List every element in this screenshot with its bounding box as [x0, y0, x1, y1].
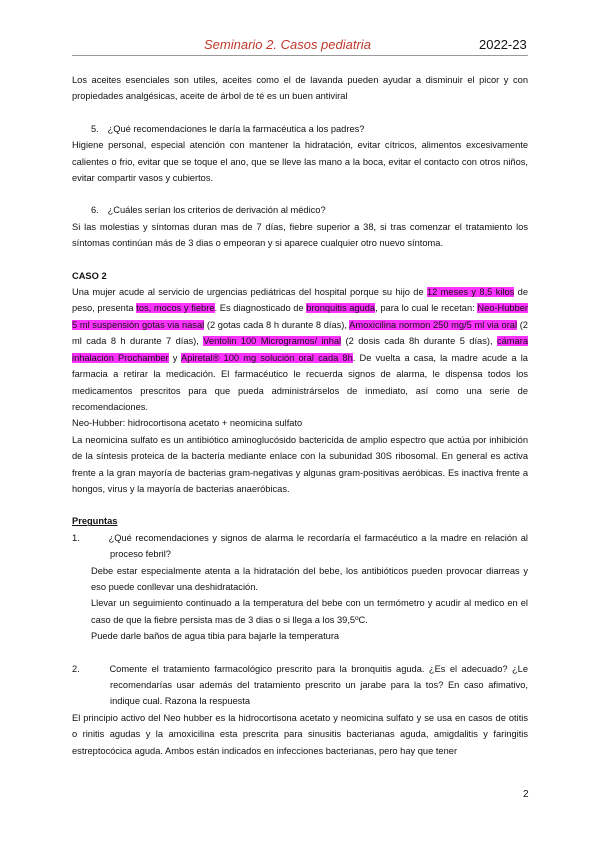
- highlight-age-weight: 12 meses y 8,5 kilos: [426, 287, 515, 298]
- page-number: 2: [523, 789, 529, 800]
- caso2-text-3: . Es diagnosticado de: [214, 303, 307, 314]
- caso2-paragraph: [72, 284, 528, 415]
- caso2-text-2: de peso, presenta: [72, 287, 528, 314]
- question-6-number: 6.: [91, 205, 99, 216]
- highlight-apiretal: Apiretal® 100 mg solución oral cada 8h: [181, 352, 353, 363]
- neomicina-description: La neomicina sulfato es un antibiótico aminoglucósido bactericida de amplio espectro que actúa por inhibición de la síntesis proteica de la bacteria mediante enlace con la subunidad 30S ribosomal. En general es activa frente a la gran mayoría de bacterias gram-negativas y algunas gram-positivas aeróbicas. Es inactiva frente a hongos, virus y la mayoría de bacterias anaeróbicas.: [72, 434, 528, 494]
- caso2-text-5: (2 gotas cada 8 h durante 8 días),: [204, 319, 350, 330]
- highlight-diagnosis: bronquitis aguda: [306, 303, 376, 314]
- caso2-text-8: y: [168, 352, 182, 363]
- header-year: 2022-23: [479, 37, 527, 52]
- pregunta-2: [72, 661, 528, 710]
- question-5: [72, 121, 528, 137]
- question-6-answer: Si las molestias y síntomas duran mas de 7 días, fiebre superior a 38, si tras comenzar el tratamiento los síntomas continúan más de 3 dias o empeoran y si aparece cualquier otro nuevo síntoma.: [72, 221, 528, 249]
- question-5-answer: Higiene personal, especial atención con mantener la hidratación, evitar cítricos, alimentos excesivamente calientes o frio, evitar que se toque el ano, que se lleve las mano a la boca, evitar el contacto con otros niños, evitar compartir vasos y cubiertos.: [72, 140, 528, 184]
- question-6-text: ¿Cuáles serían los criterios de derivación al médico?: [107, 205, 326, 216]
- highlight-amoxicilina: Amoxicilina normon 250 mg/5 ml via oral: [349, 319, 518, 330]
- caso2-text-4: , para lo cual le recetan:: [375, 303, 478, 314]
- pregunta-1-text: ¿Qué recomendaciones y signos de alarma le recordaría el farmacéutico a la madre en relación al proceso febril?: [108, 532, 528, 560]
- preguntas-heading: Preguntas: [72, 516, 118, 527]
- pregunta-2-answer-1: El principio activo del Neo hubber es la hidrocortisona acetato y neomicina sulfato y se usa en casos de otitis o rinitis agudas y la amoxicilina esta prescrita para sinusitis bacterianas aguda, amigdalitis y faringitis estreptocócica aguda. Ambos están indicados en infecciones bacterianas, pero hay que tener: [72, 712, 528, 756]
- caso2-heading: CASO 2: [72, 270, 107, 281]
- page-header: [0, 37, 600, 57]
- pregunta-2-text: Comente el tratamiento farmacológico prescrito para la bronquitis aguda. ¿Es el adecuado? ¿Le recomendarías usar además del tratamiento prescrito un jarabe para la tos? En caso afimativo, indique cual. Razona la respuesta: [109, 663, 528, 707]
- header-divider: [72, 55, 528, 56]
- pregunta-1: [72, 530, 528, 563]
- question-6: [72, 202, 528, 218]
- pregunta-1-number: 1.: [72, 532, 80, 543]
- question-5-number: 5.: [91, 123, 99, 134]
- pregunta-2-number: 2.: [72, 663, 80, 674]
- caso2-text-7: (2 dosis cada 8h durante 5 días),: [341, 336, 497, 347]
- caso2-text-6: (2 ml cada 8 h durante 7 días),: [72, 319, 528, 347]
- question-5-text: ¿Qué recomendaciones le daría la farmacéutica a los padres?: [107, 123, 365, 134]
- highlight-neo-hubber: Neo-Hubber 5 ml suspensión gotas via nasal: [72, 303, 529, 330]
- caso2-text-9: . De vuelta a casa, la madre acude a la farmacia a retirar la medicación. El farmacéutico le recuerda signos de alarma, le dispensa todos los medicamentos prescritos para que pueda administrárselos de inmediato, así como una serie de recomendaciones.: [72, 352, 528, 412]
- header-title: Seminario 2. Casos pediatria: [204, 37, 371, 52]
- pregunta-1-answer-2: Llevar un seguimiento continuado a la temperatura del bebe con un termómetro y acudir al medico en el caso de que la fiebre persista mas de 3 dias o si llega a los 39,5ºC.: [91, 598, 528, 625]
- neo-hubber-composition: Neo-Hubber: hidrocortisona acetato + neomicina sulfato: [72, 418, 303, 429]
- highlight-ventolin: Ventolin 100 Microgramos/ inhal: [203, 336, 342, 347]
- highlight-symptoms: tos, mocos y fiebre: [136, 303, 215, 314]
- intro-paragraph: Los aceites esenciales son utiles, aceites como el de lavanda pueden ayudar a disminuir el picor y con propiedades analgésicas, aceite de árbol de té es un buen antiviral: [72, 75, 528, 102]
- pregunta-1-answer-3: Puede darle baños de agua tibia para bajarle la temperatura: [91, 631, 340, 642]
- document-body: [72, 72, 528, 759]
- pregunta-1-answer-1: Debe estar especialmente atenta a la hidratación del bebe, los antibióticos pueden provocar diarreas y eso puede conllevar una deshidratación.: [91, 565, 528, 592]
- highlight-camara: cámara inhalación Prochamber: [72, 336, 528, 363]
- caso2-text-1: Una mujer acude al servicio de urgencias pediátricas del hospital porque su hijo de: [72, 287, 427, 298]
